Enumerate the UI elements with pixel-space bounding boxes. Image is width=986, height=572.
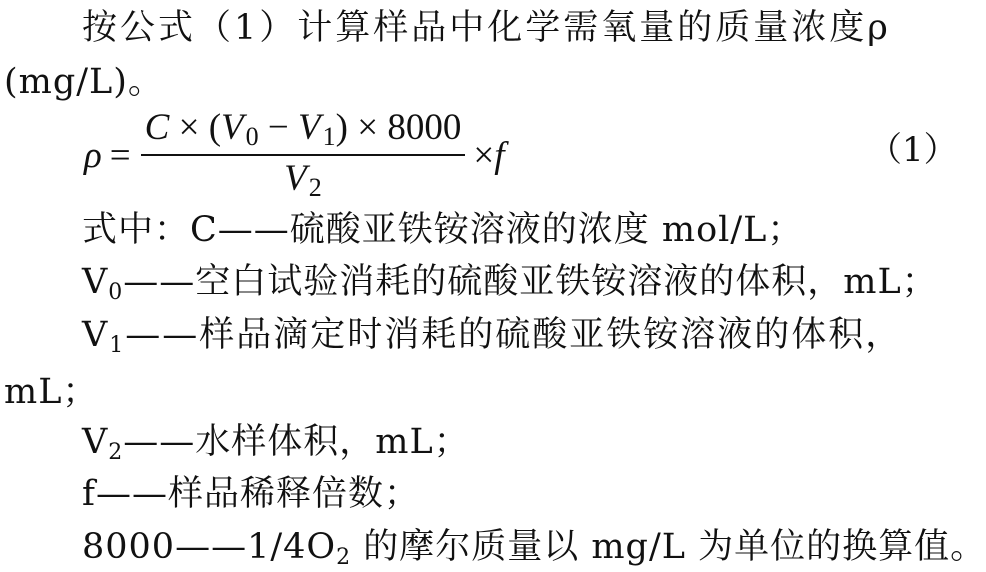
cod-formula xyxy=(84,107,505,202)
formula-factor-f: f xyxy=(494,134,505,176)
formula-denominator xyxy=(284,156,322,201)
numerator-v1: V xyxy=(298,107,321,148)
definition-c xyxy=(82,210,803,250)
formula-equals: = xyxy=(109,134,131,176)
intro-line-1: 按公式（1）计算样品中化学需氧量的质量浓度ρ xyxy=(82,8,891,48)
definition-v1-text: ——样品滴定时消耗的硫酸亚铁铵溶液的体积， xyxy=(125,315,903,355)
formula-numerator xyxy=(141,109,466,156)
definition-v1-continuation: mL； xyxy=(4,372,99,412)
formula-times: × xyxy=(473,134,495,176)
definition-v1 xyxy=(82,315,903,358)
definition-c-text: 硫酸亚铁铵溶液的浓度 mol/L； xyxy=(289,210,804,250)
numerator-minus: − xyxy=(258,107,299,148)
definition-v2-text: ——水样体积，mL； xyxy=(123,422,470,462)
formula-fraction xyxy=(141,109,466,201)
definition-v2 xyxy=(82,422,470,465)
definition-8000-subscript: 2 xyxy=(336,545,352,570)
definition-v1-symbol: V xyxy=(82,315,110,355)
numerator-v0: V xyxy=(221,107,244,148)
definition-v0-subscript: 0 xyxy=(108,280,124,305)
definition-v2-symbol: V xyxy=(82,422,109,462)
definition-v2-subscript: 2 xyxy=(108,440,124,465)
definition-8000-prefix: 8000——1/4O xyxy=(82,527,337,567)
definition-v0-symbol: V xyxy=(82,262,109,302)
definition-c-prefix: 式中：C—— xyxy=(82,210,290,250)
denominator-v2-subscript: 2 xyxy=(308,173,322,202)
definition-v0-text: ——空白试验消耗的硫酸亚铁铵溶液的体积，mL； xyxy=(123,262,938,302)
numerator-times-open: × ( xyxy=(169,107,222,148)
numerator-tail: ) × 8000 xyxy=(335,107,462,148)
intro-line-2: (mg/L)。 xyxy=(4,62,164,102)
definition-8000-text: 的摩尔质量以 mg/L 为单位的换算值。 xyxy=(351,527,986,567)
definition-v1-subscript: 1 xyxy=(109,333,126,358)
denominator-v2: V xyxy=(284,158,307,199)
formula-lhs-rho: ρ xyxy=(84,134,102,176)
numerator-c: C xyxy=(144,107,170,148)
definition-v0 xyxy=(82,262,938,305)
numerator-v1-subscript: 1 xyxy=(322,122,336,151)
numerator-v0-subscript: 0 xyxy=(245,122,259,151)
definition-f: f——样品稀释倍数； xyxy=(82,474,420,514)
equation-number: （1） xyxy=(868,130,958,170)
definition-8000 xyxy=(82,527,986,570)
